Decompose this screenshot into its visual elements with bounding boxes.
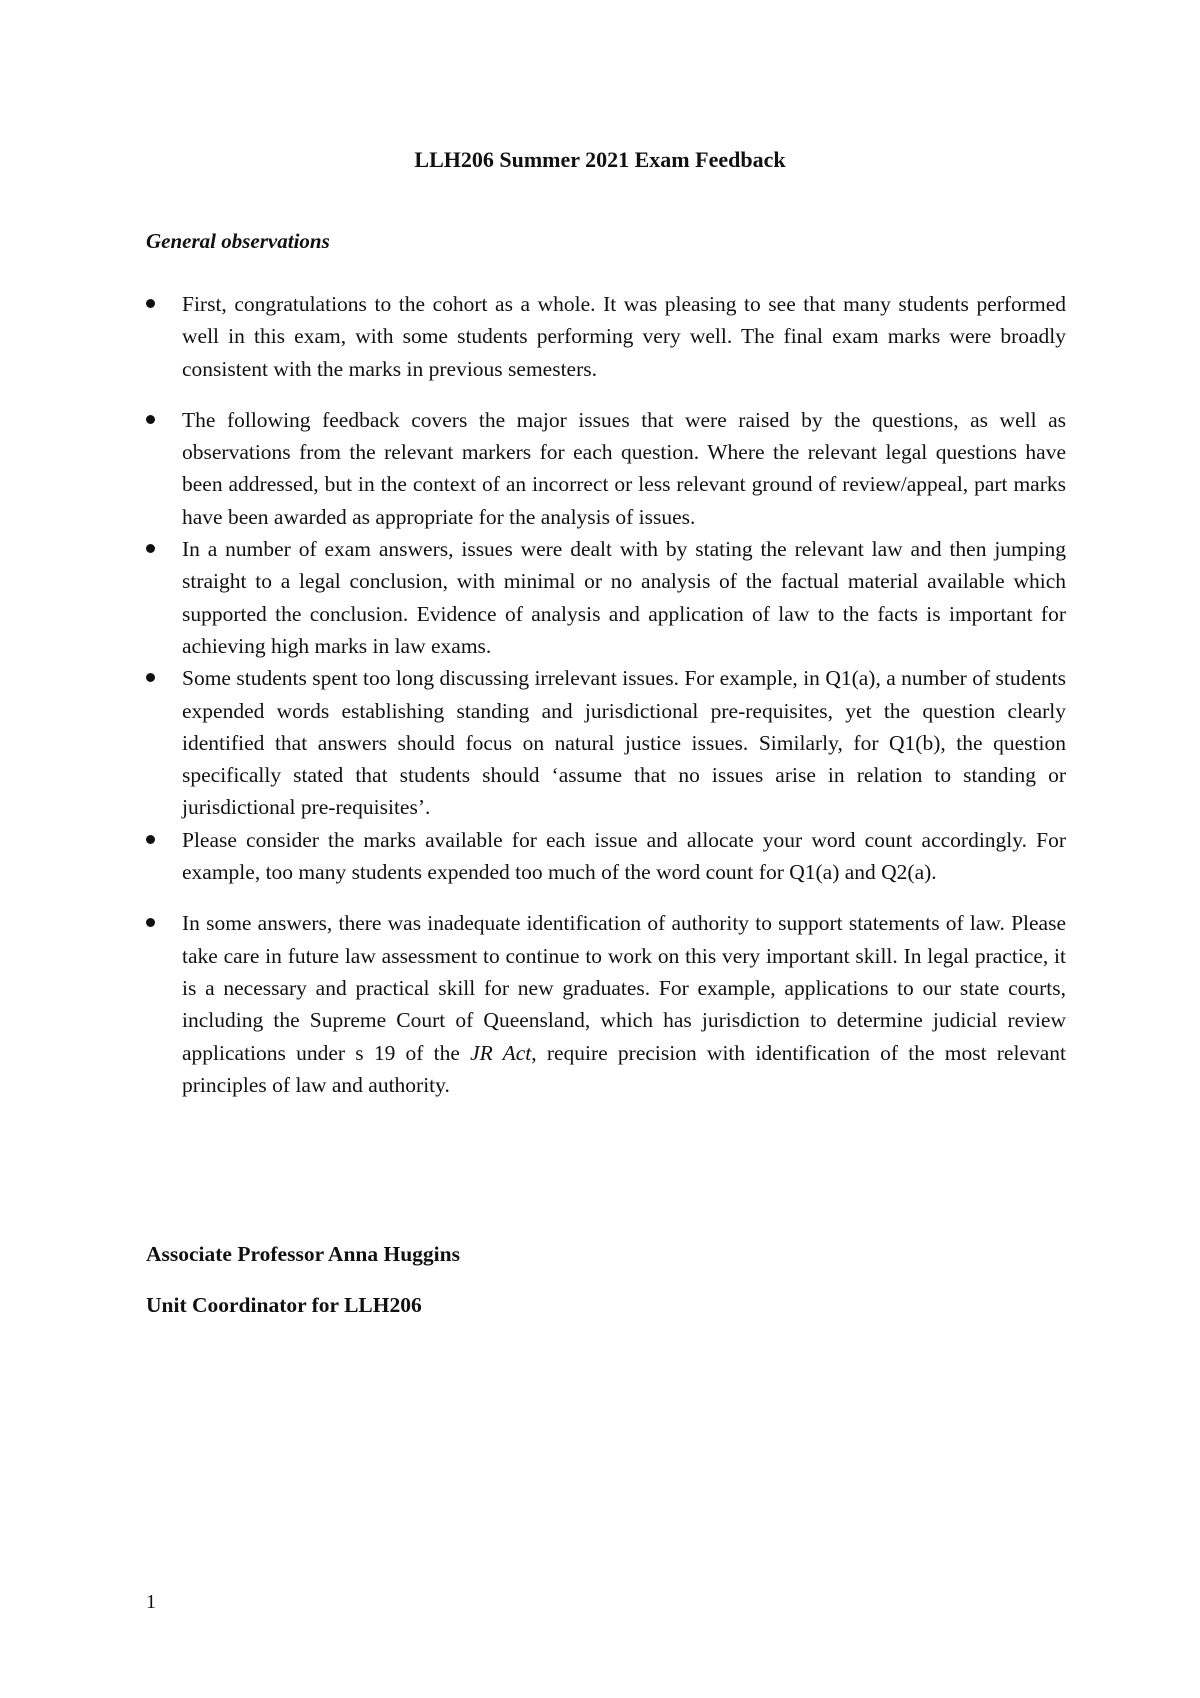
page-number: 1 [146,1591,156,1613]
list-item-text-start: In some answers, there was inadequate identification of authority to support statements of law. Please take care in future law assessment to continue to work on this very important skill. In legal practice, it is a necessary and practical skill for new graduates. For example, applications to our state courts, including the Supreme Court of Queensland, which has jurisdiction to determine judicial review applications under s 19 of the [182,911,1066,1065]
list-item-text: In a number of exam answers, issues were dealt with by stating the relevant law and then jumping straight to a legal conclusion, with minimal or no analysis of the factual material available which supported the conclusion. Evidence of analysis and application of law to the facts is important for achieving high marks in law exams. [182,537,1066,658]
section-heading: General observations [146,229,330,253]
list-item-text: First, congratulations to the cohort as a whole. It was pleasing to see that many students performed well in this exam, with some students performing very well. The final exam marks were broadly consistent with the marks in previous semesters. [182,292,1066,381]
bullet-icon [146,835,155,844]
list-item-text: The following feedback covers the major issues that were raised by the questions, as well as observations from the relevant markers for each question. Where the relevant legal questions have been addressed, but in the context of an incorrect or less relevant ground of review/appeal, part marks have been awarded as appropriate for the analysis of issues. [182,407,1066,529]
list-item [146,824,1066,889]
bullet-icon [146,544,155,553]
document-title: LLH206 Summer 2021 Exam Feedback [414,147,786,172]
list-item [146,288,1066,385]
signature-name: Associate Professor Anna Huggins [146,1242,460,1266]
bullet-icon [146,673,155,682]
statute-name: JR Act [470,1040,532,1065]
list-item [146,662,1066,823]
list-item-text-end: , require precision with identification of the most relevant principles of law and authority. [182,1040,1067,1097]
list-item [146,533,1066,662]
signature-role: Unit Coordinator for LLH206 [146,1293,422,1317]
observations-list [146,288,1066,1101]
list-item-text: Please consider the marks available for each issue and allocate your word count accordingly. For example, too many students expended too much of the word count for Q1(a) and Q2(a). [182,827,1066,885]
list-item [146,907,1066,1101]
bullet-icon [146,299,155,308]
bullet-icon [146,918,155,927]
list-item-text: Some students spent too long discussing irrelevant issues. For example, in Q1(a), a number of students expended words establishing standing and jurisdictional pre-requisites, yet the question clearly identified that answers should focus on natural justice issues. Similarly, for Q1(b), the question specifically stated that students should ‘assume that no issues arise in relation to standing or jurisdictional pre-requisites’. [182,666,1066,820]
bullet-icon [146,415,155,424]
list-item [146,404,1066,533]
